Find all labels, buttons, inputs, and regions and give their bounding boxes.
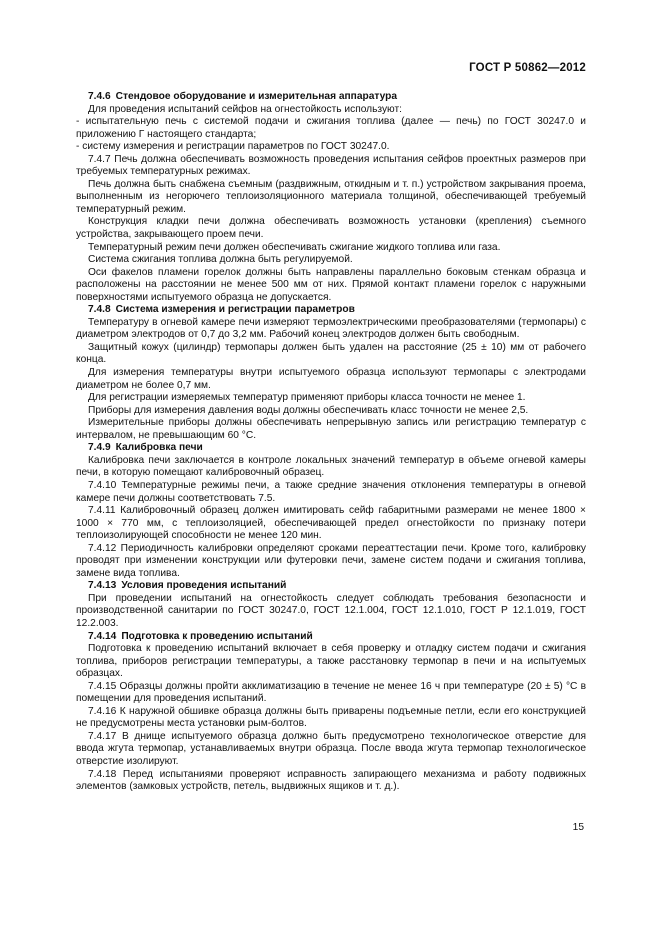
list-item: - систему измерения и регистрации параметров по ГОСТ 30247.0.	[76, 141, 390, 153]
paragraph: 7.4.7 Печь должна обеспечивать возможность проведения испытания сейфов проектных размеров при требуемых температурных режимах.	[76, 153, 586, 178]
paragraph: 7.4.11 Калибровочный образец должен имитировать сейф габаритными размерами не менее 1800 × 1000 × 770 мм, с теплоизоляцией, обеспечивающей предел огнестойкости по признаку потери теплоизолирующей способности не менее 120 мин.	[76, 505, 586, 542]
paragraph: 7.4.12 Периодичность калибровки определяют сроками переаттестации печи. Кроме того, калибровку проводят при изменении конструкции или футеровки печи, замене систем подачи и сжигания топлива, замене вида топлива.	[76, 542, 586, 579]
paragraph: Приборы для измерения давления воды должны обеспечивать класс точности не менее 2,5.	[88, 404, 529, 416]
paragraph: 7.4.18 Перед испытаниями проверяют исправность запирающего механизма и работу подвижных элементов (замковых устройств, петель, выдвижных ящиков и т. д.).	[76, 768, 586, 793]
paragraph: Для регистрации измеряемых температур применяют приборы класса точности не менее 1.	[88, 392, 526, 404]
paragraph: Защитный кожух (цилиндр) термопары должен быть удален на расстояние (25 ± 10) мм от рабочего конца.	[76, 341, 586, 366]
paragraph: Конструкция кладки печи должна обеспечивать возможность установки (крепления) съемного устройства, закрывающего проем печи.	[76, 216, 586, 241]
section-heading: 7.4.8 Система измерения и регистрации параметров	[88, 304, 355, 316]
page-number: 15	[572, 822, 584, 833]
paragraph: Измерительные приборы должны обеспечивать непрерывную запись или регистрацию температур с интервалом, не превышающим 60 °С.	[76, 417, 586, 441]
document-body	[76, 91, 586, 794]
section-heading: 7.4.14 Подготовка к проведению испытаний	[88, 630, 313, 642]
paragraph: Температуру в огневой камере печи измеряют термоэлектрическими преобразователями (термопары) с диаметром электродов от 0,7 до 3,2 мм. Рабочий конец электродов должен быть свободным.	[76, 316, 586, 341]
paragraph: 7.4.10 Температурные режимы печи, а также средние значения отклонения температуры в огневой камере печи должны соответствовать 7.5.	[76, 479, 586, 504]
paragraph: Для проведения испытаний сейфов на огнестойкость используют:	[88, 103, 402, 115]
paragraph: Калибровка печи заключается в контроле локальных значений температур в объеме огневой камеры печи, в которую помещают калибровочный образец.	[76, 454, 586, 479]
section-heading: 7.4.9 Калибровка печи	[88, 442, 203, 454]
section-heading: 7.4.6 Стендовое оборудование и измерительная аппаратура	[88, 91, 398, 102]
paragraph: Оси факелов пламени горелок должны быть направлены параллельно боковым стенкам образца и расположены на расстоянии не менее 500 мм от них. Прямой контакт пламени горелок с наружными поверхностями испытуемого образца не допускается.	[76, 266, 586, 303]
paragraph: 7.4.15 Образцы должны пройти акклиматизацию в течение не менее 16 ч при температуре (20 ± 5) °С в помещении для проведения испытаний.	[76, 680, 586, 705]
paragraph: Температурный режим печи должен обеспечивать сжигание жидкого топлива или газа.	[88, 241, 501, 253]
paragraph: Подготовка к проведению испытаний включает в себя проверку и отладку систем подачи и сжигания топлива, приборов регистрации температуры, а также расстановку термопар в печи и на испытуемых образцах.	[76, 643, 586, 680]
section-heading: 7.4.13 Условия проведения испытаний	[88, 580, 287, 592]
paragraph: Печь должна быть снабжена съемным (раздвижным, откидным и т. п.) устройством закрывания проема, выполненным из негорючего теплоизоляционного материала толщиной, обеспечивающей требуемый температурный режим.	[76, 178, 586, 215]
paragraph: 7.4.17 В днище испытуемого образца должно быть предусмотрено технологическое отверстие для ввода жгута термопар, устанавливаемых внутри образца. После ввода жгута термопар технологическое отверстие изолируют.	[76, 730, 586, 767]
document-header: ГОСТ Р 50862—2012	[469, 62, 586, 74]
paragraph: При проведении испытаний на огнестойкость следует соблюдать требования безопасности и производственной санитарии по ГОСТ 30247.0, ГОСТ 12.1.004, ГОСТ 12.1.010, ГОСТ Р 12.1.019, ГОСТ 12.2.003.	[76, 592, 586, 629]
paragraph: Система сжигания топлива должна быть регулируемой.	[88, 254, 353, 266]
list-item: - испытательную печь с системой подачи и сжигания топлива (далее — печь) по ГОСТ 30247.0 и приложению Г настоящего стандарта;	[76, 116, 586, 140]
paragraph: 7.4.16 К наружной обшивке образца должны быть приварены подъемные петли, если его конструкцией не предусмотрены места установки рым-болтов.	[76, 705, 586, 730]
paragraph: Для измерения температуры внутри испытуемого образца используют термопары с электродами диаметром не более 0,7 мм.	[76, 367, 586, 391]
